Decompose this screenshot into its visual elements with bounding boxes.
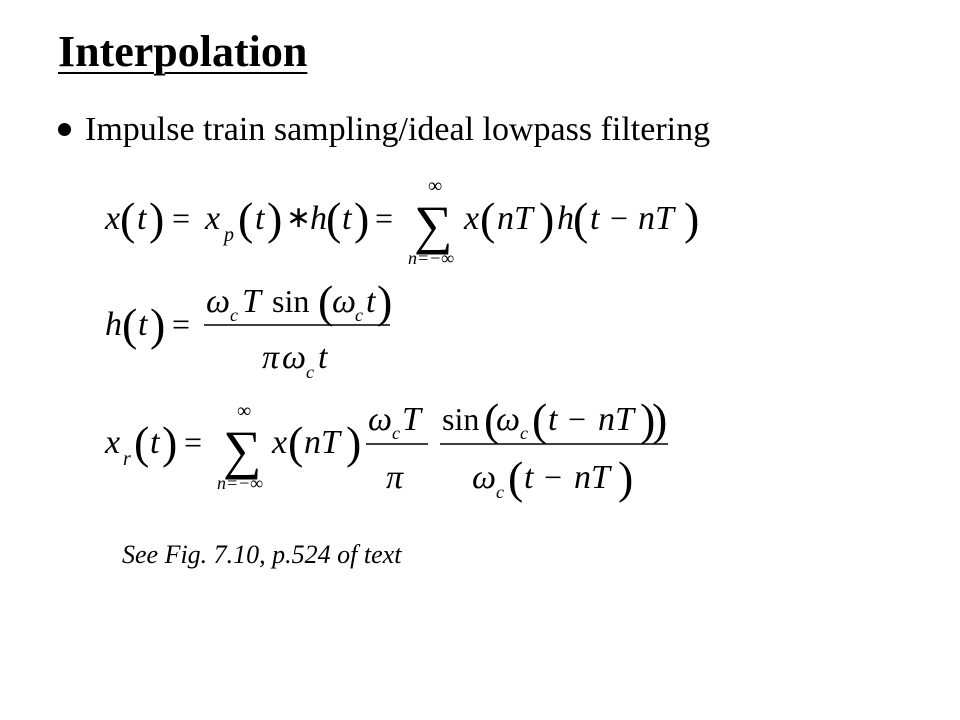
eq1-xp-paren-open: ( (238, 193, 254, 244)
eq2-den-sub-c: c (306, 362, 314, 382)
eq3-f2-den-paren-close: ) (618, 452, 634, 503)
eq3-sum-paren-close: ) (346, 417, 362, 468)
eq2-num-paren-open: ( (318, 276, 334, 327)
eq3-f1-T: T (402, 401, 421, 438)
equation-interpolation-sum (104, 175, 699, 268)
eq1-convolve: ∗ (286, 201, 312, 234)
eq1-h-paren-open: ( (326, 193, 342, 244)
eq3-paren-close: ) (162, 417, 178, 468)
eq1-sum-lower: n=−∞ (408, 248, 455, 268)
eq1-xp-t: t (255, 200, 265, 237)
eq1-xp-x: x (205, 200, 221, 237)
eq3-sum-lower: n=−∞ (217, 473, 264, 493)
eq1-x: x (105, 200, 121, 237)
eq1-xp-paren-close: ) (267, 193, 283, 244)
eq1-xp-sub: p (224, 224, 234, 246)
eq1-h2-paren-open: ( (573, 193, 589, 244)
eq3-sum-paren-open: ( (288, 417, 304, 468)
eq3-f2-paren-open-outer: ( (484, 394, 500, 445)
eq2-den-omega: ω (282, 339, 307, 376)
eq3-t: t (150, 424, 160, 461)
bullet-text: Impulse train sampling/ideal lowpass filtering (85, 111, 711, 148)
eq2-equals: = (172, 306, 191, 342)
slide-title: Interpolation (58, 27, 308, 76)
eq2-num-T: T (242, 283, 261, 320)
eq1-paren-open: ( (120, 193, 136, 244)
eq1-sum-symbol: ∑ (414, 195, 453, 255)
equation-sinc-filter (105, 276, 392, 382)
eq3-f2-sin: sin (442, 401, 480, 437)
eq3-f2-omega: ω (496, 401, 521, 438)
eq2-den-pi: π (262, 339, 280, 376)
eq3-sub-r: r (123, 448, 131, 470)
eq1-t: t (137, 200, 147, 237)
eq2-num-t: t (366, 283, 376, 320)
eq1-equals: = (172, 200, 191, 236)
eq3-f2-minus: − (568, 401, 587, 437)
eq1-minus: − (610, 200, 629, 236)
eq2-h: h (105, 306, 122, 343)
eq3-f2-den-minus: − (544, 459, 563, 495)
eq3-sum-upper: ∞ (237, 400, 252, 422)
eq1-h: h (310, 200, 327, 237)
eq3-f2-den-sub-c: c (496, 482, 504, 502)
eq1-h2-t: t (590, 200, 600, 237)
eq3-sum-symbol: ∑ (223, 420, 262, 480)
eq3-x: x (105, 424, 121, 461)
eq1-sum-paren-close: ) (539, 193, 555, 244)
eq2-t: t (138, 306, 148, 343)
eq1-h2: h (557, 200, 574, 237)
eq3-sum-x: x (272, 424, 288, 461)
eq3-f2-nT: nT (598, 401, 634, 438)
eq2-num-paren-close: ) (377, 276, 393, 327)
eq3-paren-open: ( (134, 417, 150, 468)
eq1-h-paren-close: ) (354, 193, 370, 244)
eq3-f2-den-omega: ω (472, 459, 497, 496)
eq1-h2-paren-close: ) (684, 193, 700, 244)
eq1-h2-nT: nT (638, 200, 674, 237)
eq3-f2-t: t (548, 401, 558, 438)
eq2-num-omega-2: ω (332, 283, 357, 320)
eq3-f2-paren-close-outer: ) (652, 394, 668, 445)
eq3-equals: = (184, 424, 203, 460)
eq3-nT: nT (304, 424, 340, 461)
equation-reconstruction (104, 394, 668, 503)
eq3-f1-omega: ω (368, 401, 393, 438)
eq1-equals-2: = (375, 200, 394, 236)
eq3-f1-pi: π (386, 459, 404, 496)
eq2-den-t: t (318, 339, 328, 376)
figure-reference: See Fig. 7.10, p.524 of text (122, 540, 402, 569)
eq1-sum-upper: ∞ (428, 175, 443, 197)
eq3-f2-paren-open-inner: ( (532, 394, 548, 445)
eq1-nT: nT (497, 200, 533, 237)
eq2-num-sin: sin (272, 283, 310, 319)
eq2-num-sub-c: c (230, 305, 238, 325)
eq2-num-sub-c-2: c (355, 305, 363, 325)
eq3-f2-den-paren-open: ( (508, 452, 524, 503)
eq3-f2-paren-close-inner: ) (640, 394, 656, 445)
eq3-f1-sub-c: c (392, 423, 400, 443)
eq1-h-t: t (342, 200, 352, 237)
eq1-sum-paren-open: ( (480, 193, 496, 244)
eq3-f2-den-t: t (524, 459, 534, 496)
eq2-num-omega: ω (206, 283, 231, 320)
eq2-paren-open: ( (122, 299, 138, 350)
eq2-paren-close: ) (150, 299, 166, 350)
eq3-f2-den-nT: nT (574, 459, 610, 496)
eq1-paren-close: ) (149, 193, 165, 244)
eq1-sum-x: x (464, 200, 480, 237)
eq3-f2-sub-c: c (520, 423, 528, 443)
